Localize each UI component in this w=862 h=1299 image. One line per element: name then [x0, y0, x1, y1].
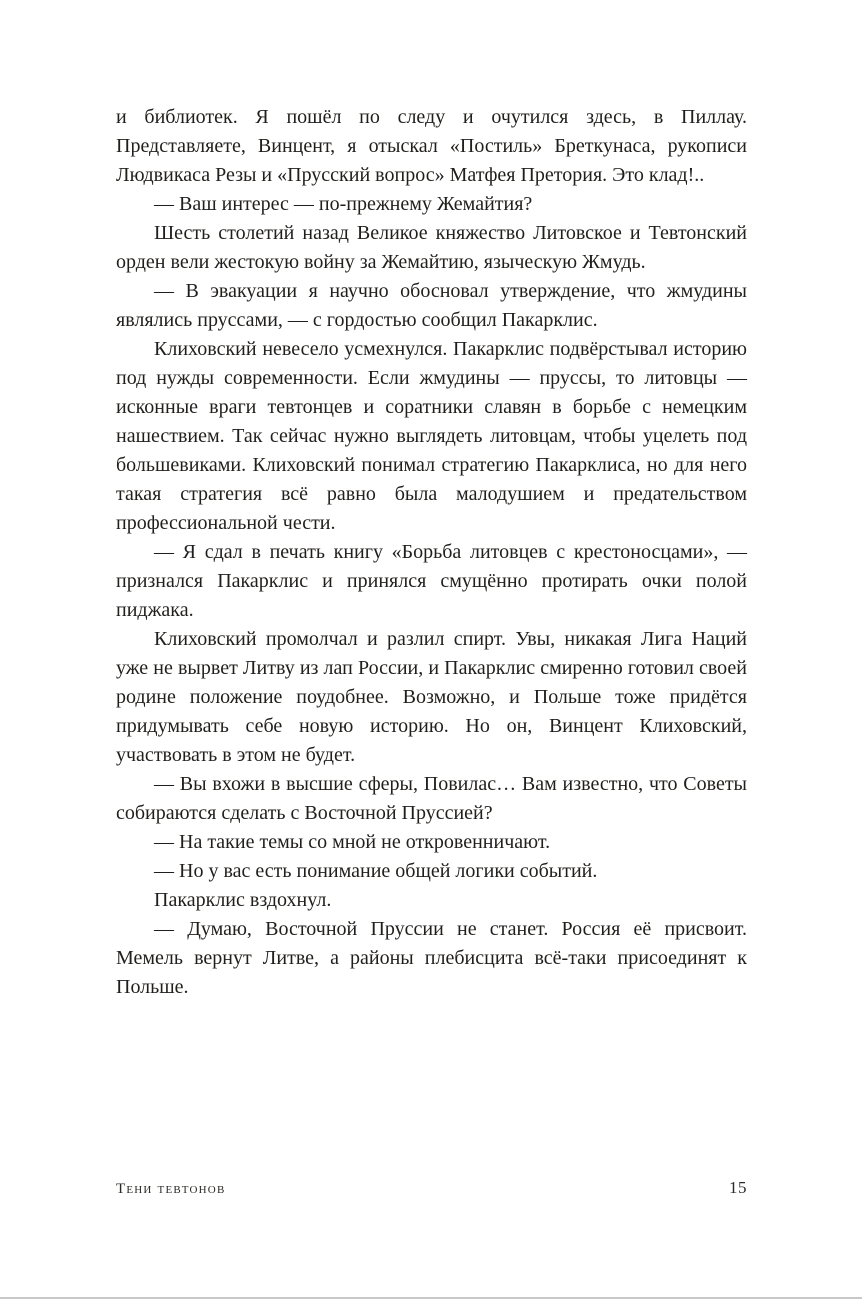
- paragraph: — На такие темы со мной не откровенничают.: [154, 831, 551, 853]
- paragraph: — Думаю, Восточной Пруссии не станет. Россия её присвоит. Мемель вернут Литве, а районы плебисцита всё-таки присоединят к Польше.: [116, 918, 747, 998]
- text-block: [116, 103, 747, 1002]
- paragraph: — В эвакуации я научно обосновал утверждение, что жмудины являлись пруссами, — с гордостью сообщил Пакарклис.: [116, 280, 747, 331]
- paragraph: Клиховский промолчал и разлил спирт. Увы, никакая Лига Наций уже не вырвет Литву из лап России, и Пакарклис смиренно готовил своей родине положение поудобнее. Возможно, и Польше тоже придётся придумывать себе новую историю. Но он, Винцент Клиховский, участвовать в этом не будет.: [116, 628, 747, 766]
- paragraph: — Вы вхожи в высшие сферы, Повилас… Вам известно, что Советы собираются сделать с Восточной Пруссией?: [116, 773, 747, 824]
- paragraph: — Но у вас есть понимание общей логики событий.: [154, 860, 598, 882]
- page-number: 15: [729, 1178, 747, 1197]
- paragraph: и библиотек. Я пошёл по следу и очутился здесь, в Пиллау. Представляете, Винцент, я отыскал «Постиль» Бреткунаса, рукописи Людвикаса Резы и «Прусский вопрос» Матфея Претория. Это клад!..: [116, 106, 747, 186]
- page-footer: [116, 1178, 747, 1198]
- paragraph: Пакарклис вздохнул.: [154, 889, 332, 911]
- paragraph: Клиховский невесело усмехнулся. Пакарклис подвёрстывал историю под нужды современности. Если жмудины — пруссы, то литовцы — исконные враги тевтонцев и соратники славян в борьбе с немецким нашествием. Так сейчас нужно выглядеть литовцам, чтобы уцелеть под большевиками. Клиховский понимал стратегию Пакарклиса, но для него такая стратегия всё равно была малодушием и предательством профессиональной чести.: [116, 338, 747, 534]
- running-footer-title: Тени тевтонов: [116, 1181, 226, 1197]
- paragraph: — Я сдал в печать книгу «Борьба литовцев с крестоносцами», — признался Пакарклис и принялся смущённо протирать очки полой пиджака.: [116, 541, 747, 621]
- paragraph: Шесть столетий назад Великое княжество Литовское и Тевтонский орден вели жестокую войну за Жемайтию, языческую Жмудь.: [116, 222, 747, 273]
- paragraph: — Ваш интерес — по-прежнему Жемайтия?: [154, 193, 533, 215]
